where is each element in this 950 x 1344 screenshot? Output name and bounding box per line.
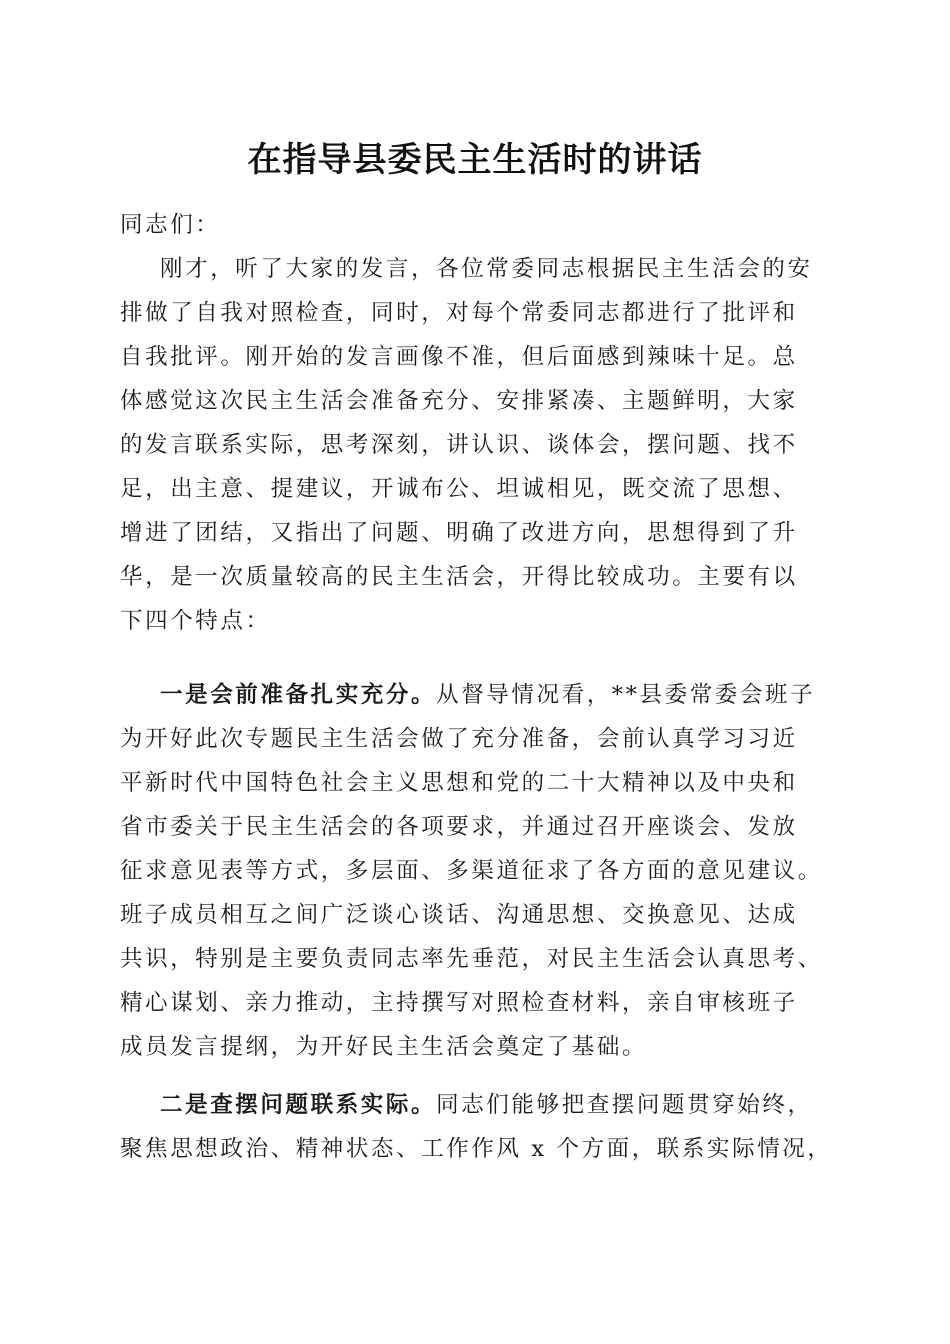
paragraph-line: 省市委关于民主生活会的各项要求，并通过召开座谈会、发放: [120, 814, 798, 840]
paragraph-line: 下四个特点：: [120, 608, 271, 634]
point-1-heading: 一是会前准备扎实充分。: [160, 682, 437, 708]
point-2-first-line: [160, 1083, 813, 1127]
paragraph-line: 刚才，听了大家的发言，各位常委同志根据民主生活会的安: [160, 256, 813, 282]
point-1-text: 从督导情况看，**县委常委会班子: [436, 682, 816, 708]
paragraph-line: 平新时代中国特色社会主义思想和党的二十大精神以及中央和: [120, 770, 798, 796]
paragraph-line: 为开好此次专题民主生活会做了充分准备，会前认真学习习近: [120, 726, 798, 752]
paragraph-line: 成员发言提纲，为开好民主生活会奠定了基础。: [120, 1034, 648, 1060]
paragraph-line: 征求意见表等方式，多层面、多渠道征求了各方面的意见建议。: [120, 858, 823, 884]
paragraph-line: 班子成员相互之间广泛谈心谈话、沟通思想、交换意见、达成: [120, 902, 798, 928]
paragraph-line: 华，是一次质量较高的民主生活会，开得比较成功。主要有以: [120, 564, 798, 590]
salutation: 同志们：: [120, 212, 221, 238]
paragraph-line: 聚焦思想政治、精神状态、工作作风 x 个方面，联系实际情况，: [120, 1136, 833, 1162]
document-title: 在指导县委民主生活时的讲话: [247, 140, 703, 180]
paragraph-line: 自我批评。刚开始的发言画像不准，但后面感到辣味十足。总: [120, 344, 798, 370]
paragraph-line: 的发言联系实际，思考深刻，讲认识、谈体会，摆问题、找不: [120, 432, 798, 458]
paragraph-line: 体感觉这次民主生活会准备充分、安排紧凑、主题鲜明，大家: [120, 388, 798, 414]
paragraph-line: 精心谋划、亲力推动，主持撰写对照检查材料，亲自审核班子: [120, 990, 798, 1016]
point-2-heading: 二是查摆问题联系实际。: [160, 1092, 437, 1118]
paragraph-line: 共识，特别是主要负责同志率先垂范，对民主生活会认真思考、: [120, 946, 823, 972]
paragraph-line: 排做了自我对照检查，同时，对每个常委同志都进行了批评和: [120, 300, 798, 326]
point-1-first-line: [160, 673, 815, 717]
point-2-text: 同志们能够把查摆问题贯穿始终，: [436, 1092, 813, 1118]
paragraph-line: 增进了团结，又指出了问题、明确了改进方向，思想得到了升: [120, 520, 798, 546]
paragraph-line: 足，出主意、提建议，开诚布公、坦诚相见，既交流了思想、: [120, 476, 798, 502]
